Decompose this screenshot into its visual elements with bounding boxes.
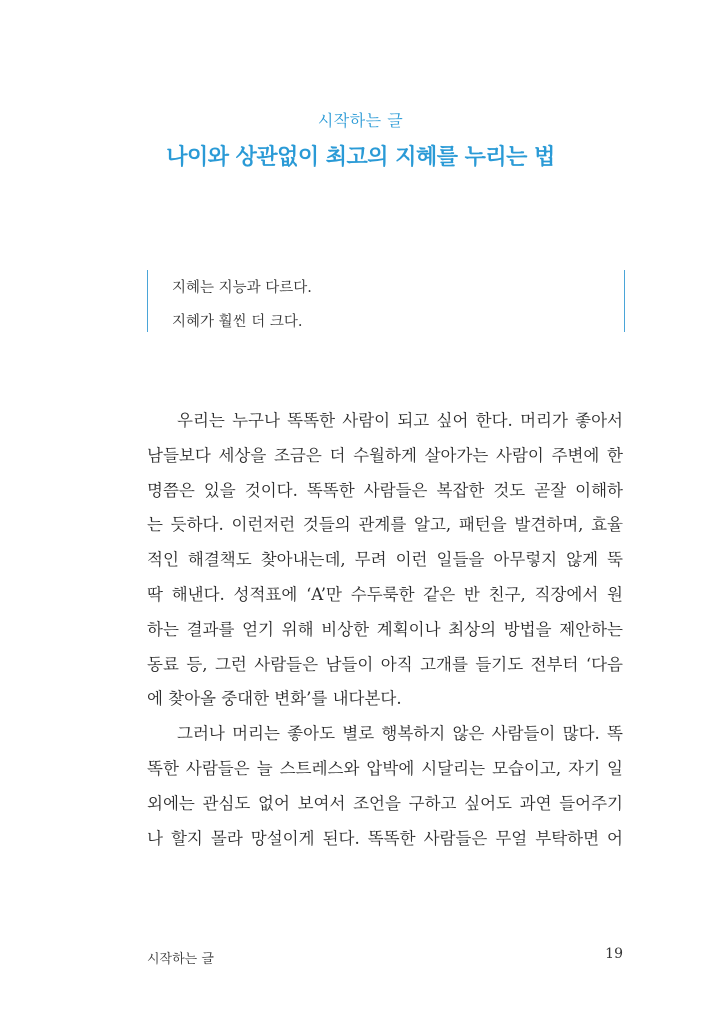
paragraph-line: 똑한 사람들은 늘 스트레스와 압박에 시달리는 모습이고, 자기 일	[147, 758, 623, 778]
section-label: 시작하는 글	[317, 111, 404, 130]
paragraph-line: 하는 결과를 얻기 위해 비상한 계획이나 최상의 방법을 제안하는	[147, 619, 623, 639]
paragraph-line: 우리는 누구나 똑똑한 사람이 되고 싶어 한다. 머리가 좋아서	[177, 411, 623, 430]
page-number: 19	[605, 946, 623, 962]
body-text	[147, 404, 623, 856]
paragraph-line: 적인 해결책도 찾아내는데, 무려 이런 일들을 아무렇지 않게 뚝	[147, 550, 623, 570]
running-footer: 시작하는 글	[147, 952, 214, 967]
paragraph-line: 에 찾아올 중대한 변화’를 내다본다.	[147, 689, 402, 709]
chapter-title: 나이와 상관없이 최고의 지혜를 누리는 법	[166, 145, 555, 170]
epigraph-line: 지혜가 훨씬 더 크다.	[172, 314, 303, 330]
paragraph-line: 나 할지 몰라 망설이게 된다. 똑똑한 사람들은 무얼 부탁하면 어	[147, 828, 623, 848]
epigraph-box	[147, 270, 625, 332]
paragraph-line: 외에는 관심도 없어 보여서 조언을 구하고 싶어도 과연 들어주기	[147, 793, 623, 813]
paragraph-line: 딱 해낸다. 성적표에 ‘A’만 수두룩한 같은 반 친구, 직장에서 원	[147, 584, 623, 604]
paragraph-line: 는 듯하다. 이런저런 것들의 관계를 알고, 패턴을 발견하며, 효율	[147, 515, 623, 535]
paragraph-line: 그러나 머리는 좋아도 별로 행복하지 않은 사람들이 많다. 똑	[177, 724, 623, 744]
paragraph-line: 남들보다 세상을 조금은 더 수월하게 살아가는 사람이 주변에 한	[147, 445, 623, 465]
paragraph-line: 명쯤은 있을 것이다. 똑똑한 사람들은 복잡한 것도 곧잘 이해하	[147, 480, 623, 500]
epigraph-line: 지혜는 지능과 다르다.	[172, 280, 312, 296]
paragraph-line: 동료 등, 그런 사람들은 남들이 아직 고개를 들기도 전부터 ‘다음	[147, 654, 623, 674]
